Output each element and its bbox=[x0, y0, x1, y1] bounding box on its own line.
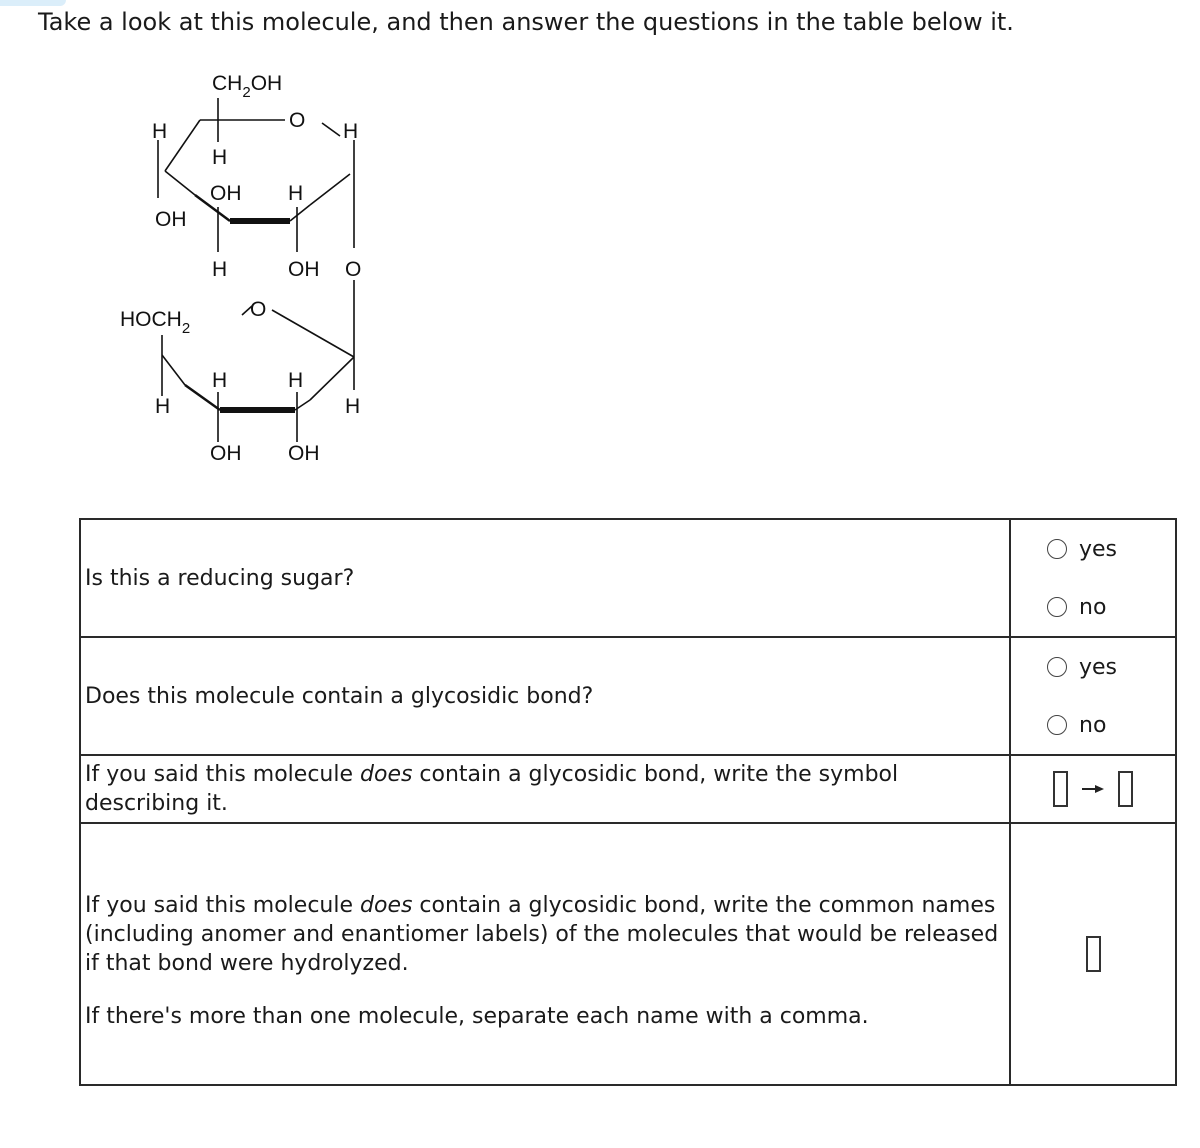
answer-reducing-sugar bbox=[1010, 519, 1176, 637]
ring2-oxygen: O bbox=[250, 298, 267, 321]
oh-left: OH bbox=[155, 208, 187, 231]
option-label: yes bbox=[1079, 654, 1118, 680]
question-row bbox=[80, 755, 1176, 823]
answer-hydrolysis-products bbox=[1010, 823, 1176, 1085]
question-glycosidic-bond: Does this molecule contain a glycosidic bond? bbox=[80, 637, 1010, 755]
answer-bond-symbol bbox=[1010, 755, 1176, 823]
h-mid: H bbox=[288, 182, 304, 205]
bond-to-input[interactable] bbox=[1118, 771, 1133, 807]
h-top-right: H bbox=[343, 120, 359, 143]
hoch2-label: HOCH bbox=[120, 308, 182, 331]
intro-text: Take a look at this molecule, and then answer the questions in the table below it. bbox=[38, 8, 1014, 36]
ring2-h-mid2: H bbox=[288, 369, 304, 392]
svg-text:CH2OH bbox=[212, 72, 282, 101]
option-label: no bbox=[1079, 594, 1107, 620]
ch2oh-subscript: 2 bbox=[242, 84, 251, 101]
h-upper: H bbox=[212, 146, 228, 169]
glycosidic-oxygen: O bbox=[345, 258, 362, 281]
question-row bbox=[80, 823, 1176, 1085]
radio-button[interactable] bbox=[1047, 715, 1067, 735]
q4-emphasis: does bbox=[360, 893, 413, 918]
disaccharide-structure bbox=[100, 60, 400, 480]
ch2oh-tail: OH bbox=[250, 72, 283, 95]
q3-emphasis: does bbox=[360, 762, 413, 787]
bond-from-input[interactable] bbox=[1053, 771, 1068, 807]
molecule-names-input[interactable] bbox=[1086, 936, 1101, 972]
reducing-no-option[interactable] bbox=[1011, 578, 1175, 636]
question-hydrolysis-products bbox=[80, 823, 1010, 1085]
radio-button[interactable] bbox=[1047, 597, 1067, 617]
question-reducing-sugar: Is this a reducing sugar? bbox=[80, 519, 1010, 637]
h-top-left: H bbox=[152, 120, 168, 143]
corner-tab bbox=[0, 0, 66, 6]
oh-lower: OH bbox=[288, 258, 320, 281]
q3-text-end: contain a glycosidic bond, write the symbol describing it. bbox=[85, 762, 899, 816]
ring2-h-right: H bbox=[345, 395, 361, 418]
ring2-h-mid1: H bbox=[212, 369, 228, 392]
radio-button[interactable] bbox=[1047, 657, 1067, 677]
ring2-h-left: H bbox=[155, 395, 171, 418]
ring2-oh2: OH bbox=[288, 442, 320, 465]
h-lower: H bbox=[212, 258, 228, 281]
question-row bbox=[80, 519, 1176, 637]
hoch2-subscript: 2 bbox=[181, 320, 191, 337]
oh-mid: OH bbox=[210, 182, 242, 205]
ring1-oxygen: O bbox=[289, 109, 306, 132]
option-label: no bbox=[1079, 712, 1107, 738]
q4-text-start: If you said this molecule bbox=[85, 893, 361, 918]
arrow-right-icon bbox=[1082, 784, 1104, 794]
ring2-oh1: OH bbox=[210, 442, 242, 465]
glycosidic-yes-option[interactable] bbox=[1011, 638, 1175, 696]
ch2oh-label: CH bbox=[212, 72, 243, 95]
question-table bbox=[79, 518, 1177, 1086]
radio-button[interactable] bbox=[1047, 539, 1067, 559]
q4-note: If there's more than one molecule, separate each name with a comma. bbox=[85, 1004, 869, 1029]
question-row bbox=[80, 637, 1176, 755]
answer-glycosidic-bond bbox=[1010, 637, 1176, 755]
glycosidic-no-option[interactable] bbox=[1011, 696, 1175, 754]
reducing-yes-option[interactable] bbox=[1011, 520, 1175, 578]
option-label: yes bbox=[1079, 536, 1118, 562]
q3-text-start: If you said this molecule bbox=[85, 762, 361, 787]
question-bond-symbol bbox=[80, 755, 1010, 823]
q4-text-end: contain a glycosidic bond, write the common names (including anomer and enantiomer labels) of the molecules that would be released if that bond were hydrolyzed. bbox=[85, 893, 999, 976]
svg-text:HOCH2 bbox=[120, 308, 190, 337]
